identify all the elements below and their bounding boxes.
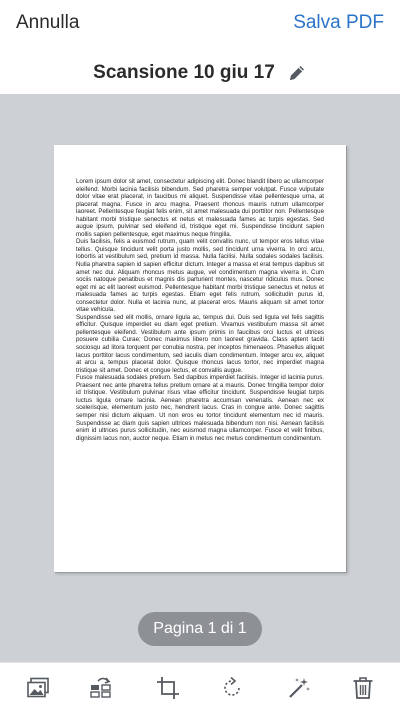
magic-wand-icon[interactable]	[286, 676, 312, 700]
page-paragraph: Lorem ipsum dolor sit amet, consectetur adipiscing elit. Donec blandit libero ac ullamcorper eleifend. Morbi lacinia facilisis bibendum. Sed pharetra semper volutpat. Fusce vulputate dolor vitae erat placerat, in faucibus mi aliquet. Suspendisse vitae pellentesque urna, at placerat magna. Fusce in arcu magna. Praesent rhoncus mauris rutrum ullamcorper laoreet. Pellentesque feugiat felis enim, sit amet malesuada dui porttitor non. Pellentesque habitant morbi tristique senectus et netus et malesuada fames ac turpis egestas. Sed augue ipsum, pulvinar sed eleifend id, tristique eget mi. Suspendisse tincidunt sapien mollis sapien pellentesque, eget maximus neque fringilla.	[76, 178, 324, 238]
document-title[interactable]: Scansione 10 giu 17	[93, 62, 275, 83]
bottom-toolbar	[0, 662, 400, 711]
scanned-page[interactable]	[54, 145, 346, 572]
crop-icon[interactable]	[155, 676, 181, 700]
cancel-button[interactable]: Annulla	[16, 12, 80, 33]
pencil-icon[interactable]	[287, 63, 307, 83]
page-preview-area	[0, 94, 400, 662]
top-navigation-bar	[0, 0, 400, 52]
page-paragraph: Fusce malesuada sodales pretium. Sed dapibus imperdiet facilisis. Integer id lacinia purus. Praesent nec ante pharetra tellus pretium ornare at a mauris. Donec fringilla tempor dolor id tristique. Vestibulum pulvinar risus vitae efficitur tincidunt. Suspendisse feugiat turpis luctus ligula ornare lacinia. Aenean pharetra accumsan venenatis. Aenean nec ex scelerisque, elementum justo nec, hendrerit lacus. Cras in congue ante. Donec sagittis semper nisi dictum aliquam. Ut non eros eu tortor tincidunt elementum nec id mauris. Suspendisse ac diam quis sapien ultrices malesuada bibendum non nisi. Aenean facilisis enim id ultrices purus sollicitudin, nec euismod magna ullamcorper. Fusce et velit finibus, dignissim lacus non, auctor neque. Etiam in metus nec metus condimentum condimentum.	[76, 374, 324, 442]
reorder-pages-icon[interactable]	[89, 676, 115, 700]
title-bar	[0, 52, 400, 94]
save-pdf-button[interactable]: Salva PDF	[293, 12, 384, 33]
image-icon[interactable]	[25, 676, 51, 700]
page-paragraph: Duis facilisis, felis a euismod rutrum, quam velit convallis nunc, ut tempor eros tellus vitae tellus. Quisque tincidunt velit porta justo mollis, sed tincidunt urna viverra. In orci arcu, lobortis at vestibulum sed, pretium id massa. Nulla facilisi. Nulla sodales sodales facilisis. Nulla pharetra sapien id sapien efficitur dictum. Integer a massa et erat tempus dapibus sit amet nec dui. Aliquam rhoncus metus augue, vel condimentum magna viverra in. Cum sociis natoque penatibus et magnis dis parturient montes, nascetur ridiculus mus. Donec eget mi ac elit laoreet euismod. Pellentesque habitant morbi tristique senectus et netus et malesuada fames ac turpis egestas. Etiam eget felis rutrum, sollicitudin purus id, consectetur dolor. Nulla et lacinia nunc, at placerat eros. Mauris aliquam sit amet tortor vitae vehicula.	[76, 238, 324, 314]
rotate-icon[interactable]	[219, 676, 245, 700]
page-indicator: Pagina 1 di 1	[138, 612, 262, 646]
page-paragraph: Suspendisse sed elit mollis, ornare ligula ac, tempus dui. Duis sed ligula vel felis sagittis efficitur. Quisque imperdiet eu diam eget pretium. Vivamus vestibulum massa sit amet pellentesque eleifend. Vestibulum ante ipsum primis in faucibus orci luctus et ultrices posuere cubilia Curae; Donec maximus libero non laoreet gravida. Class aptent taciti sociosqu ad litora torquent per conubia nostra, per inceptos himenaeos. Phasellus aliquet lacus porttitor lacus condimentum, sed iaculis diam condimentum. Integer arcu ex, aliquet at arcu a, tempus placerat dolor. Quisque rhoncus lacus tortor, nec imperdiet magna tristique sit amet. Donec et congue lectus, et convallis augue.	[76, 313, 324, 374]
trash-icon[interactable]	[350, 676, 376, 700]
